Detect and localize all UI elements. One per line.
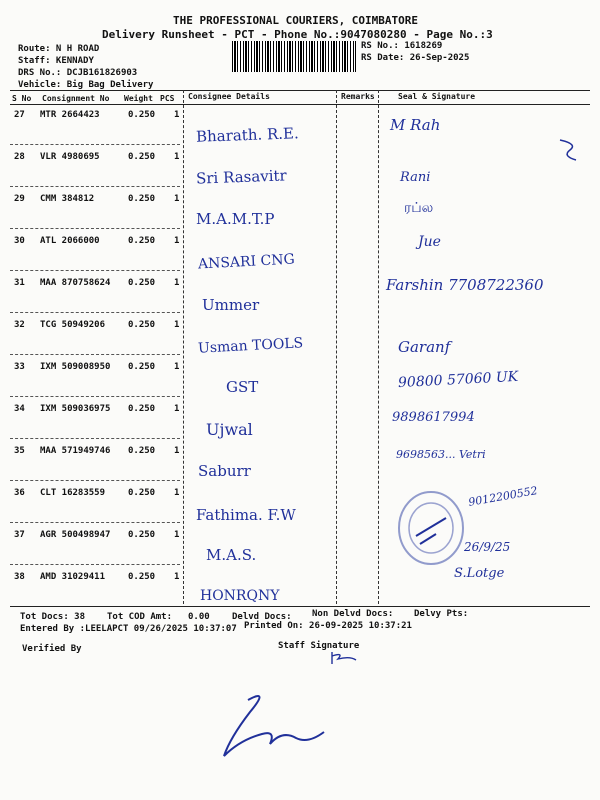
company-name: THE PROFESSIONAL COURIERS, COIMBATORE [173, 14, 419, 27]
row-pcs: 1 [174, 278, 180, 288]
consignee-name: M.A.M.T.P [196, 210, 275, 228]
delivery-points: Delvy Pts: [414, 609, 469, 619]
row-sno: 29 [14, 194, 25, 204]
row-weight: 0.250 [128, 194, 156, 204]
non-delivered-docs: Non Delvd Docs: [312, 609, 394, 619]
row-consignment: CMM 384812 [40, 194, 95, 204]
consignee-name: Usman TOOLS [197, 335, 304, 357]
row-consignment: TCG 50949206 [40, 320, 106, 330]
row-consignment: VLR 4980695 [40, 152, 100, 162]
signature: ரப்ல [404, 200, 434, 216]
pen-mark [556, 134, 586, 164]
consignee-name: ANSARI CNG [197, 251, 296, 273]
row-weight: 0.250 [128, 320, 156, 330]
consignee-name: Sri Rasavitr [195, 166, 287, 188]
signature: Farshin 7708722360 [386, 276, 544, 294]
signature: Jue [418, 234, 441, 250]
total-cod-value: 0.00 [188, 612, 210, 622]
row-weight: 0.250 [128, 152, 156, 162]
row-consignment: ATL 2066000 [40, 236, 100, 246]
row-sno: 35 [14, 446, 25, 456]
table-row [14, 278, 184, 290]
consignee-name: Bharath. R.E. [195, 124, 300, 146]
consignee-name: HONRQNY [200, 588, 280, 604]
row-sno: 37 [14, 530, 25, 540]
consignee-name: Ujwal [206, 420, 253, 439]
row-sno: 27 [14, 110, 25, 120]
row-weight: 0.250 [128, 530, 156, 540]
signature: 9012200552 [467, 484, 539, 509]
row-pcs: 1 [174, 530, 180, 540]
row-separator [10, 396, 180, 397]
consignee-name: Fathima. F.W [196, 506, 296, 524]
row-weight: 0.250 [128, 572, 156, 582]
row-separator [10, 186, 180, 187]
row-sno: 31 [14, 278, 25, 288]
row-pcs: 1 [174, 446, 180, 456]
table-row [14, 404, 184, 416]
row-separator [10, 438, 180, 439]
row-sno: 38 [14, 572, 25, 582]
printed-on: Printed On: 26-09-2025 10:37:21 [244, 621, 412, 631]
consignee-name: Saburr [198, 462, 251, 480]
divider-remarks [336, 90, 337, 604]
row-weight: 0.250 [128, 446, 156, 456]
row-weight: 0.250 [128, 488, 156, 498]
col-remarks: Remarks [341, 92, 375, 101]
divider-seal [378, 90, 379, 604]
row-consignment: IXM 509036975 [40, 404, 111, 414]
row-consignment: MTR 2664423 [40, 110, 100, 120]
row-weight: 0.250 [128, 236, 156, 246]
row-pcs: 1 [174, 110, 180, 120]
table-row [14, 236, 184, 248]
signature: 9898617994 [392, 410, 475, 425]
route-label: Route: N H ROAD [18, 44, 100, 54]
row-sno: 34 [14, 404, 25, 414]
staff-signature [330, 650, 360, 666]
footer-rule [10, 606, 590, 607]
row-weight: 0.250 [128, 404, 156, 414]
row-separator [10, 522, 180, 523]
consignee-name: M.A.S. [206, 546, 257, 564]
row-consignment: MAA 571949746 [40, 446, 111, 456]
table-row [14, 446, 184, 458]
staff-signature-label: Staff Signature [278, 641, 360, 651]
staff-label: Staff: KENNADY [18, 56, 94, 66]
row-pcs: 1 [174, 488, 180, 498]
divider-consignee [183, 90, 184, 604]
rs-number: RS No.: 1618269 [361, 41, 443, 51]
row-sno: 32 [14, 320, 25, 330]
rs-date: RS Date: 26-Sep-2025 [361, 53, 470, 63]
col-sno: S No [12, 94, 32, 103]
consignee-name: GST [226, 378, 259, 396]
signature: Rani [400, 170, 431, 185]
row-pcs: 1 [174, 152, 180, 162]
row-consignment: CLT 16283559 [40, 488, 106, 498]
row-separator [10, 312, 180, 313]
col-consignment: Consignment No [42, 94, 110, 103]
table-header-rule [10, 104, 590, 105]
table-row [14, 362, 184, 374]
table-row [14, 110, 184, 122]
company-stamp [396, 488, 466, 568]
col-weight: Weight [124, 94, 153, 103]
row-separator [10, 270, 180, 271]
table-row [14, 194, 184, 206]
row-weight: 0.250 [128, 110, 156, 120]
row-consignment: IXM 509008950 [40, 362, 111, 372]
drs-number: DRS No.: DCJB161826903 [18, 68, 138, 78]
col-seal-signature: Seal & Signature [398, 92, 476, 101]
verifier-signature [220, 690, 330, 770]
table-top-rule [10, 90, 590, 91]
col-consignee: Consignee Details [188, 92, 270, 101]
row-separator [10, 228, 180, 229]
signature: 9698563... Vetri [396, 448, 486, 461]
table-row [14, 530, 184, 542]
row-pcs: 1 [174, 194, 180, 204]
row-consignment: MAA 870758624 [40, 278, 111, 288]
barcode [232, 41, 356, 72]
row-consignment: AGR 500498947 [40, 530, 111, 540]
row-pcs: 1 [174, 362, 180, 372]
row-sno: 28 [14, 152, 25, 162]
runsheet-subtitle: Delivery Runsheet - PCT - Phone No.:9047080280 - Page No.:3 [102, 28, 493, 41]
row-sno: 30 [14, 236, 25, 246]
row-pcs: 1 [174, 404, 180, 414]
row-separator [10, 144, 180, 145]
col-pcs: PCS [160, 94, 175, 103]
entered-by: Entered By :LEELAPCT 09/26/2025 10:37:07 [20, 624, 237, 634]
row-sno: 36 [14, 488, 25, 498]
signature: M Rah [390, 116, 441, 134]
row-separator [10, 354, 180, 355]
row-weight: 0.250 [128, 278, 156, 288]
table-row [14, 488, 184, 500]
table-row [14, 320, 184, 332]
table-row [14, 572, 184, 584]
row-consignment: AMD 31029411 [40, 572, 106, 582]
row-weight: 0.250 [128, 362, 156, 372]
delivered-docs: Delvd Docs: [232, 612, 292, 622]
signature: 26/9/25 [464, 540, 511, 554]
vehicle-label: Vehicle: Big Bag Delivery [18, 80, 154, 90]
total-docs: Tot Docs: 38 [20, 612, 86, 622]
signature: 90800 57060 UK [397, 368, 519, 392]
row-pcs: 1 [174, 236, 180, 246]
row-pcs: 1 [174, 320, 180, 330]
row-pcs: 1 [174, 572, 180, 582]
verified-by: Verified By [22, 644, 82, 654]
row-sno: 33 [14, 362, 25, 372]
table-row [14, 152, 184, 164]
consignee-name: Ummer [202, 296, 260, 314]
row-separator [10, 564, 180, 565]
signature: Garanf [398, 338, 451, 356]
row-separator [10, 480, 180, 481]
total-cod-label: Tot COD Amt: [107, 612, 173, 622]
signature: S.Lotge [454, 566, 505, 581]
